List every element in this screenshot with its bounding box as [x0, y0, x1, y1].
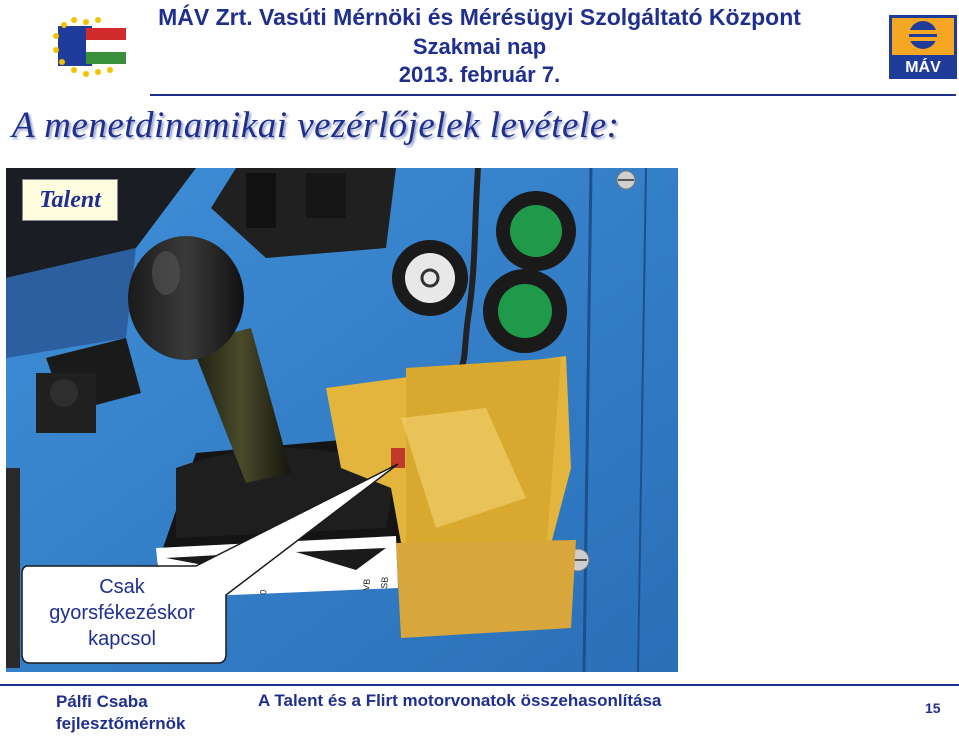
- page-number: 15: [925, 700, 941, 716]
- callout-line-3: kapcsol: [88, 628, 156, 650]
- scale-label-vb: VB: [361, 578, 373, 592]
- callout-text: [24, 574, 220, 652]
- scale-label-sb: SB: [379, 576, 391, 590]
- author-name: Pálfi Csaba: [56, 692, 148, 711]
- header-event: Szakmai nap: [412, 34, 547, 59]
- footer-divider: [0, 684, 959, 686]
- footer-author: [56, 691, 185, 735]
- talent-label-box: Talent: [22, 179, 118, 221]
- mav-logo-text: MÁV: [905, 59, 941, 76]
- scale-label-zero: 0: [258, 589, 269, 596]
- callout-line-2: gyorsfékezéskor: [49, 602, 195, 624]
- author-role: fejlesztőmérnök: [56, 714, 186, 733]
- header-organization: MÁV Zrt. Vasúti Mérnöki és Mérésügyi Szolgáltató Központ: [158, 4, 801, 30]
- slide-title: A menetdinamikai vezérlőjelek levétele:: [12, 105, 620, 146]
- header-date: 2013. február 7.: [398, 62, 561, 87]
- callout-line-1: Csak: [99, 576, 145, 598]
- footer-presentation-title: A Talent és a Flirt motorvonatok összehasonlítása: [258, 691, 662, 710]
